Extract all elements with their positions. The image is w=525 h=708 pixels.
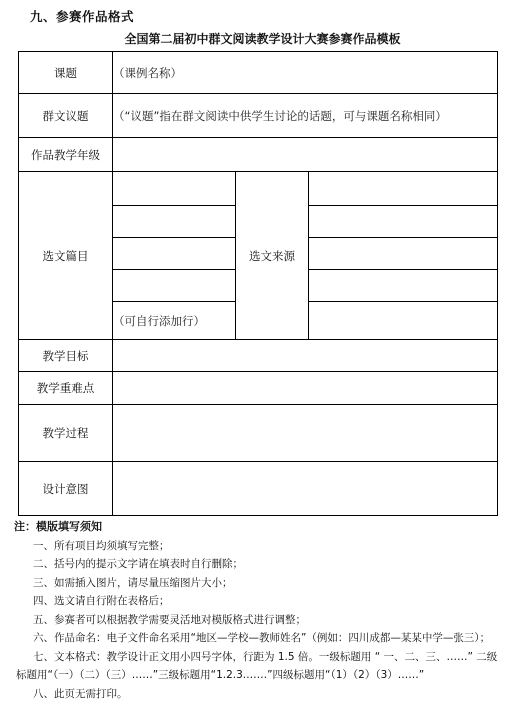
- add-rows-hint[interactable]: （可自行添加行）: [113, 302, 236, 340]
- text-source-cell[interactable]: [309, 270, 498, 302]
- note-item: 二、括号内的提示文字请在填表时自行删除；: [33, 558, 243, 570]
- note-item: 三、如需插入图片，请尽量压缩图片大小；: [33, 576, 233, 589]
- issue-field[interactable]: （“议题”指在群文阅读中供学生讨论的话题，可与课题名称相同）: [113, 94, 498, 138]
- text-source-cell[interactable]: [309, 172, 498, 206]
- process-field[interactable]: [113, 405, 498, 462]
- issue-label: 群文议题: [19, 94, 113, 138]
- section-heading: 九、参赛作品格式: [30, 9, 135, 24]
- text-source-cell[interactable]: [309, 238, 498, 270]
- text-title-cell[interactable]: [113, 206, 236, 238]
- intent-field[interactable]: [113, 462, 498, 516]
- row-grade: [19, 138, 498, 172]
- note-item-continuation: 标题用“（一）（二）（三）……”三级标题用“1.2.3.……”四级标题用“（1）（2）（3）……”: [16, 669, 425, 681]
- keypoints-label: 教学重难点: [19, 372, 113, 405]
- row-intent: [19, 462, 498, 516]
- text-source-cell[interactable]: [309, 302, 498, 340]
- source-label: 选文来源: [236, 172, 309, 340]
- intent-label: 设计意图: [19, 462, 113, 516]
- grade-field[interactable]: [113, 138, 498, 172]
- notes-title: 注：模版填写须知: [14, 520, 102, 533]
- text-title-cell[interactable]: [113, 270, 236, 302]
- goals-label: 教学目标: [19, 340, 113, 372]
- note-item: 八、此页无需打印。: [33, 687, 128, 700]
- row-goals: [19, 340, 498, 372]
- text-source-cell[interactable]: [309, 206, 498, 238]
- note-item: 五、参赛者可以根据教学需要灵活地对模版格式进行调整；: [33, 613, 306, 626]
- goals-field[interactable]: [113, 340, 498, 372]
- notes-section: [14, 518, 514, 703]
- topic-field[interactable]: （课例名称）: [113, 52, 498, 94]
- note-item: 六、作品命名：电子文件命名采用“地区—学校—教师姓名”（例如：四川成都—某某中学—张三）；: [33, 632, 491, 644]
- process-label: 教学过程: [19, 405, 113, 462]
- row-process: [19, 405, 498, 462]
- texts-label: 选文篇目: [19, 172, 113, 340]
- topic-label: 课题: [19, 52, 113, 94]
- document-title: 全国第二届初中群文阅读教学设计大赛参赛作品模板: [124, 32, 401, 46]
- row-texts-1: [19, 172, 498, 206]
- keypoints-field[interactable]: [113, 372, 498, 405]
- grade-label: 作品教学年级: [19, 138, 113, 172]
- text-title-cell[interactable]: [113, 238, 236, 270]
- note-item: 四、选文请自行附在表格后；: [33, 595, 170, 607]
- row-keypoints: [19, 372, 498, 405]
- text-title-cell[interactable]: [113, 172, 236, 206]
- template-form-table: [18, 51, 498, 516]
- note-item: 一、所有项目均须填写完整；: [33, 539, 170, 552]
- row-topic: [19, 52, 498, 94]
- row-issue: [19, 94, 498, 138]
- note-item: 七、文本格式：教学设计正文用小四号字体，行距为 1.5 倍。一级标题用 “ 一、二、三、……” 二级: [33, 650, 498, 663]
